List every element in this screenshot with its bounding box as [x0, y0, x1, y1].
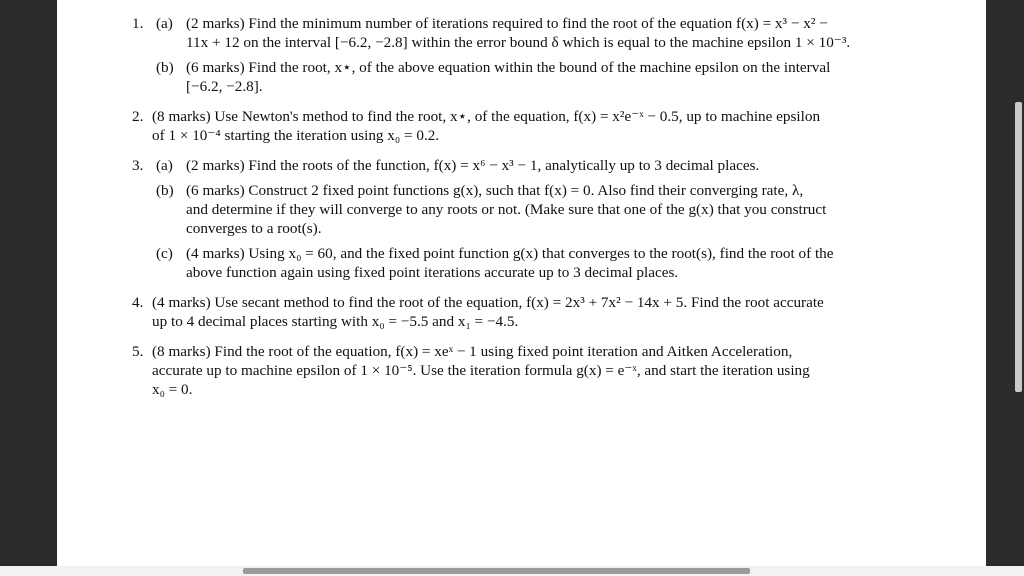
document-page — [57, 0, 986, 566]
text-line: (4 marks) Use secant method to find the root of the equation, f(x) = 2x³ + 7x² − 14x + 5. Find the root accurate — [152, 294, 824, 311]
question-1-part-b — [132, 58, 932, 96]
question-4 — [132, 293, 932, 331]
part-label: (c) — [156, 245, 173, 262]
vertical-scrollbar[interactable] — [1014, 0, 1024, 566]
text-line: x₀ = 0. — [152, 381, 193, 398]
text-line: up to 4 decimal places starting with x₀ = −5.5 and x₁ = −4.5. — [152, 313, 519, 330]
text-line: (2 marks) Find the roots of the function, f(x) = x⁶ − x³ − 1, analytically up to 3 decimal places. — [186, 157, 760, 174]
question-3-part-a — [132, 156, 932, 175]
part-label: (a) — [156, 157, 173, 174]
question-1-part-a — [132, 14, 932, 52]
text-line: and determine if they will converge to any roots or not. (Make sure that one of the g(x) that you construct — [186, 201, 827, 218]
question-list — [132, 14, 932, 399]
text-line: [−6.2, −2.8]. — [186, 78, 263, 95]
part-label: (b) — [156, 59, 174, 76]
question-3 — [132, 156, 932, 282]
question-number: 5. — [132, 343, 144, 360]
text-line: (8 marks) Find the root of the equation, f(x) = xeˣ − 1 using fixed point iteration and Aitken Acceleration, — [152, 343, 793, 360]
question-3-part-b — [132, 181, 932, 238]
question-number: 1. — [132, 15, 144, 32]
question-number: 3. — [132, 157, 144, 174]
text-line: (6 marks) Construct 2 fixed point functions g(x), such that f(x) = 0. Also find their converging rate, λ, — [186, 182, 804, 199]
text-line: (4 marks) Using x₀ = 60, and the fixed point function g(x) that converges to the root(s), find the root of the — [186, 245, 834, 262]
text-line: (2 marks) Find the minimum number of iterations required to find the root of the equation f(x) = x³ − x² − — [186, 15, 828, 32]
vertical-scrollbar-thumb[interactable] — [1015, 102, 1022, 392]
question-1 — [132, 14, 932, 96]
text-line: (8 marks) Use Newton's method to find the root, x⋆, of the equation, f(x) = x²e⁻ˣ − 0.5, up to machine epsilon — [152, 108, 821, 125]
question-5 — [132, 342, 932, 399]
question-number: 4. — [132, 294, 144, 311]
horizontal-scrollbar[interactable] — [0, 566, 1024, 576]
horizontal-scrollbar-thumb[interactable] — [243, 568, 750, 574]
question-3-part-c — [132, 244, 932, 282]
text-line: 11x + 12 on the interval [−6.2, −2.8] within the error bound δ which is equal to the machine epsilon 1 × 10⁻³. — [186, 34, 851, 51]
text-line: accurate up to machine epsilon of 1 × 10⁻⁵. Use the iteration formula g(x) = e⁻ˣ, and start the iteration using — [152, 362, 810, 379]
text-line: converges to a root(s). — [186, 220, 322, 237]
text-line: of 1 × 10⁻⁴ starting the iteration using x₀ = 0.2. — [152, 127, 440, 144]
part-label: (b) — [156, 182, 174, 199]
question-2 — [132, 107, 932, 145]
question-number: 2. — [132, 108, 144, 125]
text-line: (6 marks) Find the root, x⋆, of the above equation within the bound of the machine epsilon on the interval — [186, 59, 831, 76]
part-label: (a) — [156, 15, 173, 32]
text-line: above function again using fixed point iterations accurate up to 3 decimal places. — [186, 264, 679, 281]
